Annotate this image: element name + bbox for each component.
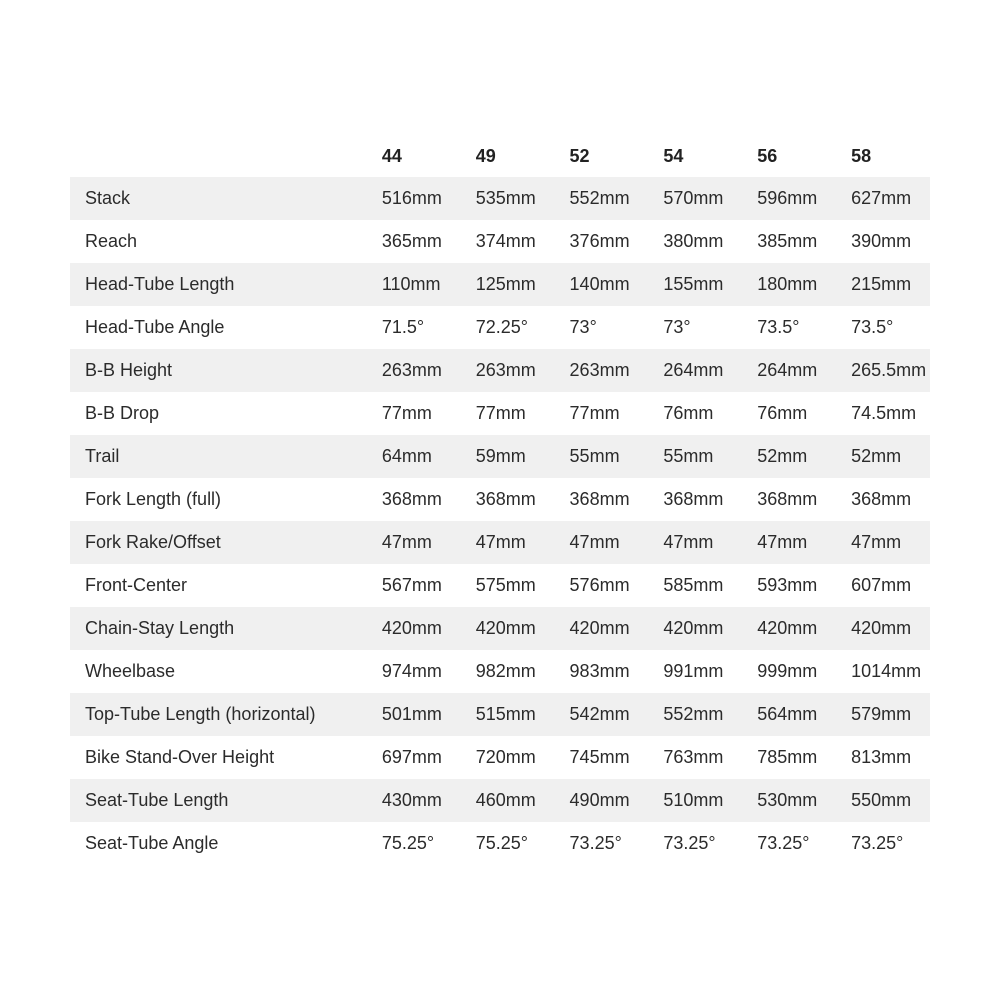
- row-label: Chain-Stay Length: [70, 607, 367, 650]
- value-cell: 763mm: [648, 736, 742, 779]
- row-label: Top-Tube Length (horizontal): [70, 693, 367, 736]
- value-cell: 77mm: [555, 392, 649, 435]
- value-cell: 71.5°: [367, 306, 461, 349]
- row-label: Seat-Tube Angle: [70, 822, 367, 865]
- row-label: B-B Drop: [70, 392, 367, 435]
- geometry-table: [70, 135, 930, 865]
- value-cell: 59mm: [461, 435, 555, 478]
- row-label: Seat-Tube Length: [70, 779, 367, 822]
- table-row: [70, 521, 930, 564]
- value-cell: 376mm: [555, 220, 649, 263]
- value-cell: 75.25°: [461, 822, 555, 865]
- value-cell: 576mm: [555, 564, 649, 607]
- size-header-54: 54: [663, 145, 684, 166]
- size-header-44: 44: [381, 145, 402, 166]
- value-cell: 73.25°: [836, 822, 930, 865]
- value-cell: 420mm: [742, 607, 836, 650]
- row-label: Bike Stand-Over Height: [70, 736, 367, 779]
- value-cell: 47mm: [367, 521, 461, 564]
- value-cell: 550mm: [836, 779, 930, 822]
- value-cell: 567mm: [367, 564, 461, 607]
- value-cell: 263mm: [367, 349, 461, 392]
- table-row: [70, 478, 930, 521]
- value-cell: 564mm: [742, 693, 836, 736]
- value-cell: 420mm: [367, 607, 461, 650]
- value-cell: 1014mm: [836, 650, 930, 693]
- value-cell: 73.25°: [555, 822, 649, 865]
- value-cell: 72.25°: [461, 306, 555, 349]
- value-cell: 264mm: [742, 349, 836, 392]
- value-cell: 76mm: [648, 392, 742, 435]
- value-cell: 125mm: [461, 263, 555, 306]
- value-cell: 64mm: [367, 435, 461, 478]
- value-cell: 596mm: [742, 177, 836, 220]
- value-cell: 368mm: [648, 478, 742, 521]
- value-cell: 552mm: [555, 177, 649, 220]
- value-cell: 368mm: [461, 478, 555, 521]
- value-cell: 530mm: [742, 779, 836, 822]
- value-cell: 380mm: [648, 220, 742, 263]
- value-cell: 697mm: [367, 736, 461, 779]
- value-cell: 73°: [648, 306, 742, 349]
- value-cell: 516mm: [367, 177, 461, 220]
- value-cell: 579mm: [836, 693, 930, 736]
- table-row: [70, 263, 930, 306]
- value-cell: 745mm: [555, 736, 649, 779]
- value-cell: 570mm: [648, 177, 742, 220]
- value-cell: 55mm: [648, 435, 742, 478]
- value-cell: 785mm: [742, 736, 836, 779]
- value-cell: 552mm: [648, 693, 742, 736]
- value-cell: 991mm: [648, 650, 742, 693]
- value-cell: 365mm: [367, 220, 461, 263]
- row-label: B-B Height: [70, 349, 367, 392]
- size-header-49: 49: [475, 145, 496, 166]
- value-cell: 593mm: [742, 564, 836, 607]
- row-label: Stack: [70, 177, 367, 220]
- value-cell: 52mm: [836, 435, 930, 478]
- size-header-row: [70, 135, 930, 177]
- geometry-table-header: [70, 135, 930, 177]
- value-cell: 515mm: [461, 693, 555, 736]
- value-cell: 73.5°: [836, 306, 930, 349]
- table-row: [70, 650, 930, 693]
- value-cell: 420mm: [555, 607, 649, 650]
- value-cell: 73.25°: [742, 822, 836, 865]
- value-cell: 575mm: [461, 564, 555, 607]
- value-cell: 73.5°: [742, 306, 836, 349]
- size-header-56: 56: [757, 145, 778, 166]
- value-cell: 982mm: [461, 650, 555, 693]
- value-cell: 265.5mm: [836, 349, 930, 392]
- value-cell: 542mm: [555, 693, 649, 736]
- geometry-table-body: [70, 177, 930, 865]
- table-row: [70, 779, 930, 822]
- table-row: [70, 564, 930, 607]
- value-cell: 47mm: [555, 521, 649, 564]
- value-cell: 368mm: [836, 478, 930, 521]
- value-cell: 77mm: [367, 392, 461, 435]
- value-cell: 720mm: [461, 736, 555, 779]
- header-corner-cell: [70, 135, 367, 177]
- value-cell: 110mm: [367, 263, 461, 306]
- table-row: [70, 435, 930, 478]
- value-cell: 999mm: [742, 650, 836, 693]
- value-cell: 73.25°: [648, 822, 742, 865]
- table-row: [70, 736, 930, 779]
- row-label: Head-Tube Angle: [70, 306, 367, 349]
- value-cell: 974mm: [367, 650, 461, 693]
- value-cell: 47mm: [742, 521, 836, 564]
- table-row: [70, 392, 930, 435]
- table-row: [70, 306, 930, 349]
- table-row: [70, 220, 930, 263]
- value-cell: 510mm: [648, 779, 742, 822]
- size-header-52: 52: [569, 145, 590, 166]
- table-row: [70, 822, 930, 865]
- value-cell: 501mm: [367, 693, 461, 736]
- value-cell: 140mm: [555, 263, 649, 306]
- value-cell: 390mm: [836, 220, 930, 263]
- value-cell: 460mm: [461, 779, 555, 822]
- value-cell: 374mm: [461, 220, 555, 263]
- row-label: Trail: [70, 435, 367, 478]
- value-cell: 74.5mm: [836, 392, 930, 435]
- value-cell: 52mm: [742, 435, 836, 478]
- value-cell: 47mm: [461, 521, 555, 564]
- row-label: Reach: [70, 220, 367, 263]
- value-cell: 420mm: [648, 607, 742, 650]
- value-cell: 47mm: [836, 521, 930, 564]
- value-cell: 263mm: [461, 349, 555, 392]
- value-cell: 535mm: [461, 177, 555, 220]
- value-cell: 73°: [555, 306, 649, 349]
- value-cell: 627mm: [836, 177, 930, 220]
- value-cell: 585mm: [648, 564, 742, 607]
- value-cell: 55mm: [555, 435, 649, 478]
- value-cell: 368mm: [742, 478, 836, 521]
- value-cell: 76mm: [742, 392, 836, 435]
- table-row: [70, 693, 930, 736]
- table-row: [70, 177, 930, 220]
- row-label: Front-Center: [70, 564, 367, 607]
- value-cell: 155mm: [648, 263, 742, 306]
- table-row: [70, 349, 930, 392]
- value-cell: 368mm: [367, 478, 461, 521]
- value-cell: 75.25°: [367, 822, 461, 865]
- value-cell: 215mm: [836, 263, 930, 306]
- value-cell: 607mm: [836, 564, 930, 607]
- value-cell: 264mm: [648, 349, 742, 392]
- row-label: Fork Length (full): [70, 478, 367, 521]
- value-cell: 490mm: [555, 779, 649, 822]
- value-cell: 180mm: [742, 263, 836, 306]
- size-header-58: 58: [851, 145, 872, 166]
- value-cell: 77mm: [461, 392, 555, 435]
- row-label: Wheelbase: [70, 650, 367, 693]
- row-label: Fork Rake/Offset: [70, 521, 367, 564]
- value-cell: 263mm: [555, 349, 649, 392]
- value-cell: 420mm: [836, 607, 930, 650]
- row-label: Head-Tube Length: [70, 263, 367, 306]
- value-cell: 430mm: [367, 779, 461, 822]
- value-cell: 385mm: [742, 220, 836, 263]
- value-cell: 983mm: [555, 650, 649, 693]
- value-cell: 813mm: [836, 736, 930, 779]
- value-cell: 420mm: [461, 607, 555, 650]
- value-cell: 47mm: [648, 521, 742, 564]
- value-cell: 368mm: [555, 478, 649, 521]
- table-row: [70, 607, 930, 650]
